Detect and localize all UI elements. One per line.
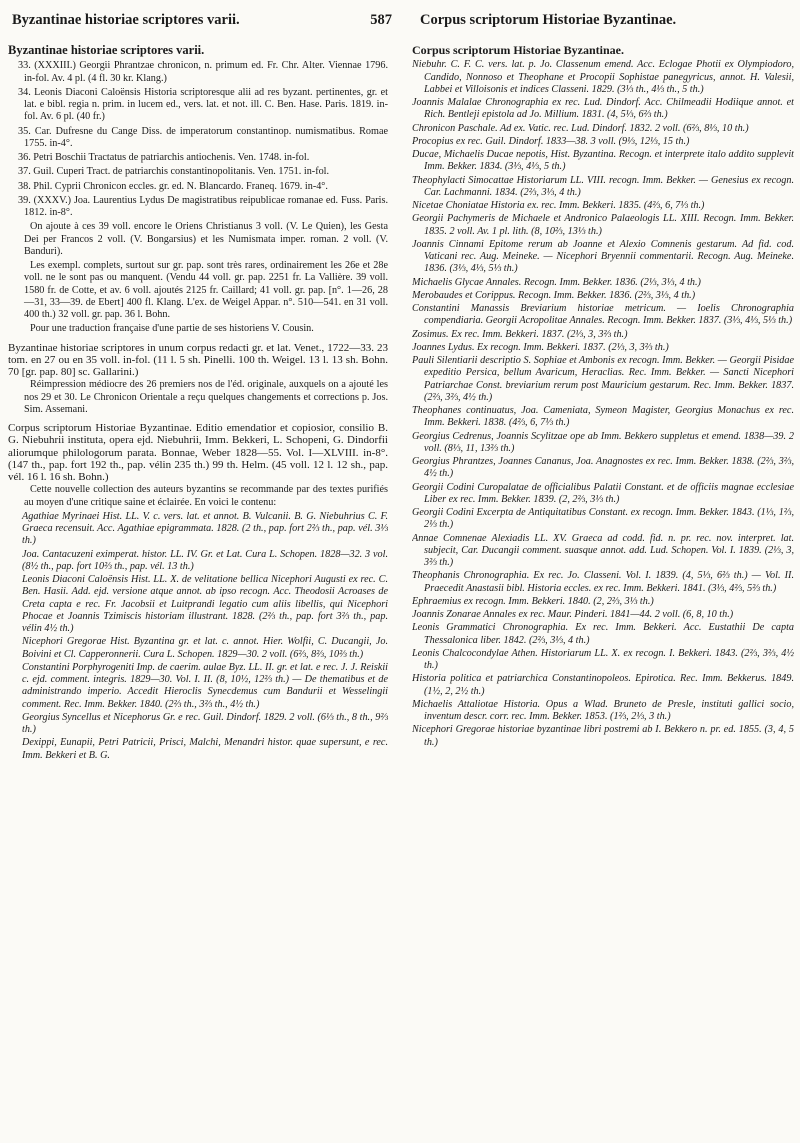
corpus-entry: Georgii Pachymeris de Michaele et Andronico Palaeologis LL. XIII. Recogn. Imm. Bekker. 1835. 2 voll. Av. 1 pl. lith. (8, 10⅔, 13⅓ th.): [412, 213, 794, 237]
corpus-entry: Procopius ex rec. Guil. Dindorf. 1833—38. 3 voll. (9⅓, 12⅓, 15 th.): [412, 135, 690, 147]
corpus-entry: Joannes Lydus. Ex recogn. Imm. Bekkeri. 1837. (2⅓, 3, 3⅔ th.): [412, 341, 669, 353]
corpus-entry: Georgii Codini Excerpta de Antiquitatibus Constant. ex recogn. Imm. Bekker. 1843. (1⅓, 1⅔, 2⅓ th.): [412, 507, 794, 531]
corpus-entry: Pauli Silentiarii descriptio S. Sophiae et Ambonis ex recogn. Imm. Bekker. — Georgii Pisidae expeditio Persica, bellum Avaricum, Heraclias. Rec. Imm. Bekker. — Sancti Nicephori Patriarchae Const. breviarium rerum post Mauricium gestarum. Rec. Imm. Bekker. 1837. (2⅔, 3⅔, 4½ th.): [412, 355, 794, 403]
contents-item: Dexippi, Eunapii, Petri Patricii, Prisci, Malchi, Menandri histor. quae supersunt, e rec. Imm. Bekkeri et B. G.: [22, 737, 388, 761]
venice-edition-note: Réimpression médiocre des 26 premiers nos de l'éd. originale, auxquels on a ajouté les nos 29 et 30. Le Chronicon Orientale a reçu quelques changements et corrections p. Jos. Sim. Assemani.: [24, 379, 388, 415]
catalog-entry: 36. Petri Boschii Tractatus de patriarchis antiochenis. Ven. 1748. in-fol.: [18, 152, 310, 163]
catalog-entry: 33. (XXXIII.) Georgii Phrantzae chronicon, n. primum ed. Fr. Chr. Alter. Viennae 1796. in-fol. Av. 4 pl. (4 fl. 30 kr. Klang.): [18, 60, 388, 84]
catalog-entry: 34. Leonis Diaconi Caloënsis Historia scriptoresque alii ad res byzant. pertinentes, gr. et lat. e bibl. regia n. prim. in lucem ed., vers. lat. et not. ill. C. Ben. Hase. Paris. 1819. in-fol. Av. 6 pl. (40 fr.): [18, 86, 388, 123]
corpus-entry: Constantini Manassis Breviarium historiae metricum. — Ioelis Chronographia compendiaria. Georgii Acropolitae Annales. Recogn. Imm. Bekker. 1837. (3⅓, 4⅓, 5⅓ th.): [412, 303, 794, 327]
catalog-note: Les exempl. complets, surtout sur gr. pap. sont très rares, ordinairement les 26e et 28e voll. ne le sont pas ou manquent. (Vendu 44 voll. gr. pap. 2251 fr. La Vallière. 39 voll. 1580 fr. de Cotte, et av. 6 voll. ajoutés 2125 fr. Caillard; 41 voll. gr. pap. [n°. 1—26, 28—31, 33—39. de Ebert] 400 fl. Klang. L'ex. de Weigel Appar. n°. 510—541. en 31 voll. 400 th.) 32 voll. gr. pap. 36 l. Bohn.: [24, 260, 388, 320]
contents-item: Georgius Syncellus et Nicephorus Gr. e rec. Guil. Dindorf. 1829. 2 voll. (6⅓ th., 8 th., 9⅔ th.): [22, 711, 388, 735]
left-section-title: Byzantinae historiae scriptores varii.: [8, 44, 205, 57]
header-left-title: Byzantinae historiae scriptores varii.: [12, 11, 240, 28]
contents-item: Constantini Porphyrogeniti Imp. de caerim. aulae Byz. LL. II. gr. et lat. e rec. J. J. Reiskii c. ejd. comment. integris. 1829—30. Vol. I. II. (8, 10½, 12⅔ th.) — De thematibus et de administrando imperio. Accedit Hieroclis Synecdemus cum Bandurii et Wesselingii comment. Rec. Imm. Bekker. 1840. (2⅔ th., 3⅔ th., 4½ th.): [22, 661, 388, 710]
catalog-entry: 35. Car. Dufresne du Cange Diss. de imperatorum constantinop. numismatibus. Romae 1755. in-4°.: [18, 125, 388, 149]
bonn-corpus-entry: Corpus scriptorum Historiae Byzantinae. Editio emendatior et copiosior, consilio B. G. Niebuhrii instituta, opera ejd. Niebuhrii, Imm. Bekkeri, L. Schopeni, G. Dindorfii aliorumque philologorum parata. Bonnae, Weber 1828—55. Vol. I—XLVIII. in-8°. (147 th., pap. fort 192 th., pap. vélin 235 th.) 99 th. Helm. (45 voll. 12 l. 12 sh., pap. vél. 16 l. 16 sh. Bohn.): [8, 422, 388, 483]
catalog-entry: 37. Guil. Cuperi Tract. de patriarchis constantinopolitanis. Ven. 1751. in-fol.: [18, 166, 330, 178]
venice-edition-entry: Byzantinae historiae scriptores in unum corpus redacti gr. et lat. Venet., 1722—33. 23 tom. en 27 ou en 35 voll. in-fol. (11 l. 5 sh. Pinelli. 100 th. Weigel. 13 l. 13 sh. Bohn. 70 [gr. pap. 80] sc. Gallarini.): [8, 341, 388, 378]
corpus-entry: Michaelis Glycae Annales. Recogn. Imm. Bekker. 1836. (2⅓, 3⅓, 4 th.): [412, 276, 701, 288]
corpus-entry: Nicetae Choniatae Historia ex. rec. Imm. Bekkeri. 1835. (4⅔, 6, 7⅓ th.): [412, 200, 705, 211]
corpus-entry: Leonis Grammatici Chronographia. Ex rec. Imm. Bekkeri. Acc. Eustathii De capta Thessalonica liber. 1842. (2⅔, 3⅓, 4 th.): [412, 622, 794, 646]
contents-item: Agathiae Myrinaei Hist. LL. V. c. vers. lat. et annot. B. Vulcanii. B. G. Niebuhrius C. F. Graeca recensuit. Acc. Agathiae epigrammata. 1828. (2 th., pap. fort 2⅔ th., pap. vél. 3⅓ th.): [22, 510, 388, 547]
corpus-entry: Historia politica et patriarchica Constantinopoleos. Epirotica. Rec. Imm. Bekkerus. 1849. (1½, 2, 2½ th.): [412, 673, 794, 697]
contents-item: Joa. Cantacuzeni eximperat. histor. LL. IV. Gr. et Lat. Cura L. Schopen. 1828—32. 3 vol. (8½ th., pap. fort 10⅔ th., pap. vél. 13 th.): [22, 548, 388, 572]
corpus-entry: Joannis Zonarae Annales ex rec. Maur. Pinderi. 1841—44. 2 voll. (6, 8, 10 th.): [412, 609, 734, 620]
bonn-corpus-note: Cette nouvelle collection des auteurs byzantins se recommande par des textes purifiés au moyen d'une critique saine et éclairée. En voici le contenu:: [24, 484, 388, 508]
corpus-entry: Georgius Phrantzes, Joannes Cananus, Joa. Anagnostes ex rec. Imm. Bekker. 1838. (2⅔, 3⅔, 4½ th.): [412, 456, 794, 480]
catalog-entry: 39. (XXXV.) Joa. Laurentius Lydus De magistratibus reipublicae romanae ed. Fuss. Paris. 1812. in-8°.: [18, 194, 388, 218]
corpus-entry: Zosimus. Ex rec. Imm. Bekkeri. 1837. (2⅓, 3, 3⅔ th.): [412, 328, 628, 340]
corpus-entry: Joannis Malalae Chronographia ex rec. Lud. Dindorf. Acc. Chilmeadii Hodiique annot. et Rich. Bentleji epistola ad Jo. Millium. 1831. (4, 5⅓, 6⅔ th.): [412, 97, 794, 121]
contents-item: Nicephori Gregorae Hist. Byzantina gr. et lat. c. annot. Hier. Wolfii, C. Ducangii, Jo. Boivini et Cl. Capperonnerii. Cura L. Schopen. 1829—30. 2 voll. (6⅔, 8⅔, 10⅔ th.): [22, 636, 388, 660]
catalog-note: On ajoute à ces 39 voll. encore le Oriens Christianus 3 voll. (V. Le Quien), les Gesta Dei per Francos 2 voll. (V. Bongarsius) et les Numismata imper. roman. 2 voll. (V. Banduri).: [24, 221, 388, 257]
corpus-entry: Theophanes continuatus, Joa. Cameniata, Symeon Magister, Georgius Monachus ex rec. Imm. Bekkeri. 1838. (4⅔, 6, 7⅓ th.): [412, 405, 794, 429]
corpus-entry: Niebuhr. C. F. C. vers. lat. p. Jo. Classenum emend. Acc. Eclogae Photii ex Olympiodoro, Candido, Nonnoso et Theophane et Procopii Sophistae panegyricus, annot. H. Valesii, Labbei et Villoisonis et indices Classeni. 1829. (3⅓ th., 4⅓ th., 5 th.): [412, 59, 794, 95]
corpus-entry: Theophanis Chronographia. Ex rec. Jo. Classeni. Vol. I. 1839. (4, 5⅓, 6⅔ th.) — Vol. II. Praecedit Anastasii bibl. Historia eccles. ex rec. Imm. Bekkeri. 1841. (3⅓, 4⅔, 5⅔ th.): [412, 570, 794, 594]
corpus-entry: Merobaudes et Corippus. Recogn. Imm. Bekker. 1836. (2⅔, 3⅓, 4 th.): [412, 289, 696, 301]
corpus-entry: Georgii Codini Curopalatae de officialibus Palatii Constant. et de officiis magnae ecclesiae Liber ex rec. Imm. Bekker. 1839. (2, 2⅔, 3⅓ th.): [412, 481, 794, 505]
left-column: [8, 44, 388, 1134]
corpus-entry: Ducae, Michaelis Ducae nepotis, Hist. Byzantina. Recogn. et interprete italo addito supplevit Imm. Bekker. 1834. (3⅓, 4⅓, 5 th.): [412, 149, 794, 173]
right-section-title: Corpus scriptorum Historiae Byzantinae.: [412, 44, 624, 57]
catalog-entry: 38. Phil. Cyprii Chronicon eccles. gr. ed. N. Blancardo. Franeq. 1679. in-4°.: [18, 180, 328, 192]
corpus-entry: Georgius Cedrenus, Joannis Scylitzae ope ab Imm. Bekkero suppletus et emend. 1838—39. 2 voll. (8⅓, 11, 13⅔ th.): [412, 430, 794, 454]
corpus-entry: Michaelis Attaliotae Historia. Opus a Wlad. Bruneto de Presle, instituti gallici socio, inventum descr. corr. rec. Imm. Bekker. 1853. (1⅔, 2⅓, 3 th.): [412, 698, 794, 722]
corpus-entry: Theophylacti Simocattae Historiarum LL. VIII. recogn. Imm. Bekker. — Genesius ex recogn. Car. Lachmanni. 1834. (2⅔, 3⅓, 4 th.): [412, 174, 794, 198]
corpus-entry: Chronicon Paschale. Ad ex. Vatic. rec. Lud. Dindorf. 1832. 2 voll. (6⅔, 8⅓, 10 th.): [412, 122, 749, 134]
corpus-entry: Annae Comnenae Alexiadis LL. XV. Graeca ad codd. fid. n. pr. rec. nov. interpret. lat. subjecit, Car. Ducangii comment. suasque annot. add. Lud. Schopen. Vol. I. 1839. (2⅓, 3, 3⅔ th.): [412, 532, 794, 568]
corpus-entry: Joannis Cinnami Epitome rerum ab Joanne et Alexio Comnenis gestarum. Ad fid. cod. Vaticani rec. Aug. Meineke. — Nicephori Bryennii commentarii. Recogn. Aug. Meineke. 1836. (3⅓, 4⅓, 5⅓ th.): [412, 238, 794, 275]
page-header-right: [420, 8, 790, 32]
corpus-entry: Nicephori Gregorae historiae byzantinae libri postremi ab I. Bekkero n. pr. ed. 1855. (3, 4, 5 th.): [412, 724, 794, 748]
page-header-left: [12, 8, 392, 32]
catalog-note: Pour une traduction française d'une partie de ses historiens V. Cousin.: [30, 323, 314, 335]
header-right-title: Corpus scriptorum Historiae Byzantinae.: [420, 11, 677, 28]
corpus-entry: Ephraemius ex recogn. Imm. Bekkeri. 1840. (2, 2⅔, 3⅓ th.): [412, 595, 654, 607]
right-column: [412, 44, 794, 1134]
corpus-entry: Leonis Chalcocondylae Athen. Historiarum LL. X. ex recogn. I. Bekkeri. 1843. (2⅔, 3⅔, 4½ th.): [412, 647, 794, 671]
page-number: 587: [370, 11, 392, 28]
contents-item: Leonis Diaconi Caloënsis Hist. LL. X. de velitatione bellica Nicephori Augusti ex rec. C. Ben. Hasii. Add. ejd. versione atque annot. ab ipso recogn. Acc. Theodosii Acroases de Creta capta e rec. Fr. Jacobsii et Luitprandi legatio cum aliis libellis, qui Nicephori Phocae et Joannis Tzimiscis historiam illustrant. 1828. (2⅔ th., pap. fort 3⅔ th., pap. vélin 4½ th.): [22, 574, 388, 634]
